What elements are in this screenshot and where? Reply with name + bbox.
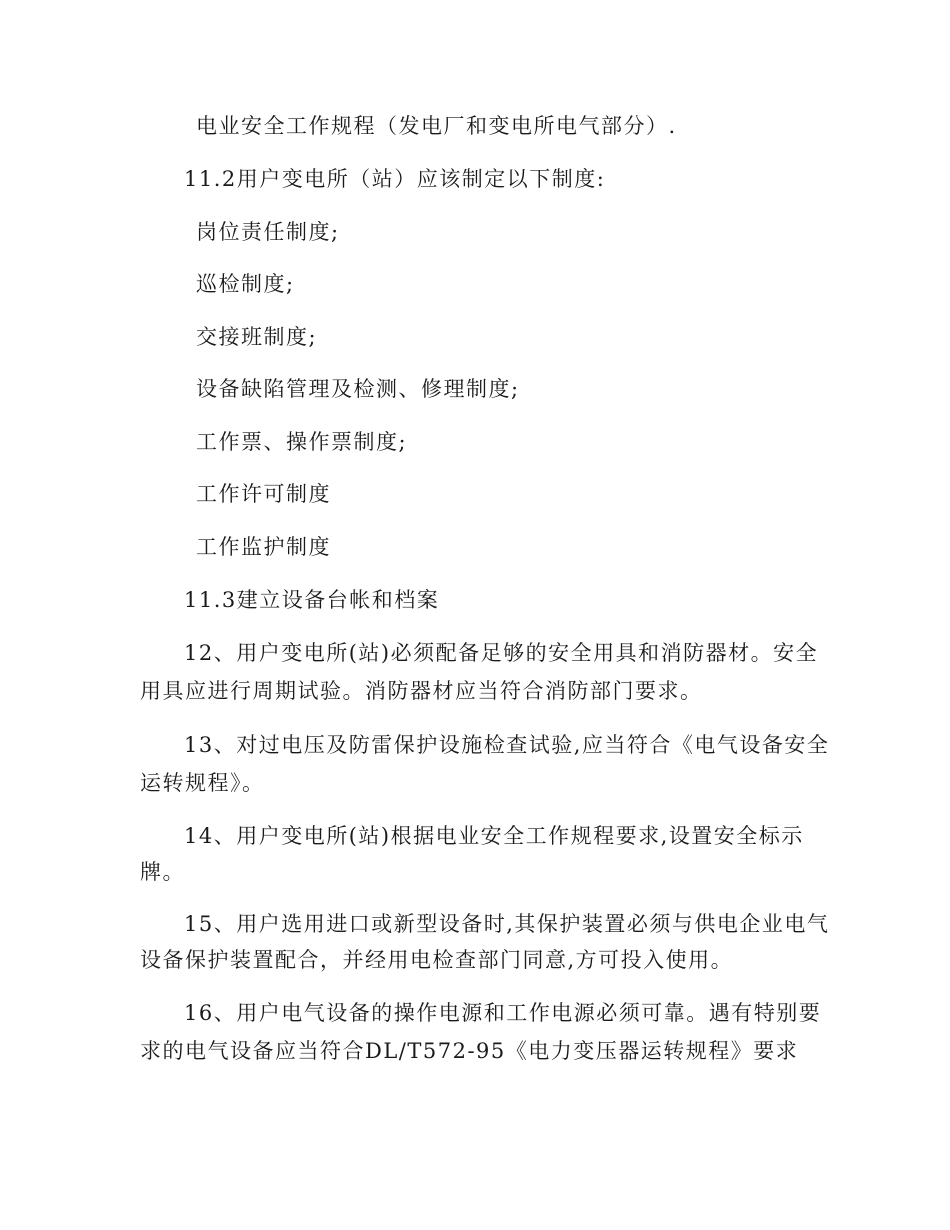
list-item: 巡检制度; <box>196 272 295 296</box>
section-heading: 11.2用户变电所（站）应该制定以下制度: <box>184 167 606 191</box>
list-item: 工作监护制度 <box>196 535 331 559</box>
paragraph-13-line-1: 13、对过电压及防雷保护设施检查试验,应当符合《电气设备安全 <box>184 733 830 757</box>
section-heading: 11.3建立设备台帐和档案 <box>184 588 440 612</box>
paragraph-13-line-2: 运转规程》。 <box>140 771 265 795</box>
text-line: 电业安全工作规程（发电厂和变电所电气部分）. <box>196 114 677 138</box>
list-item: 交接班制度; <box>196 325 318 349</box>
list-item: 岗位责任制度; <box>196 220 340 244</box>
paragraph-12-line-1: 12、用户变电所(站)必须配备足够的安全用具和消防器材。安全 <box>184 641 819 665</box>
paragraph-15-line-1: 15、用户选用进口或新型设备时,其保护装置必须与供电企业电气 <box>184 912 830 936</box>
paragraph-12-line-2: 用具应进行周期试验。消防器材应当符合消防部门要求。 <box>140 679 703 703</box>
list-item: 设备缺陷管理及检测、修理制度; <box>196 377 520 401</box>
list-item: 工作许可制度 <box>196 482 331 506</box>
paragraph-14-line-1: 14、用户变电所(站)根据电业安全工作规程要求,设置安全标示 <box>184 824 804 848</box>
paragraph-16-line-2: 求的电气设备应当符合DL/T572-95《电力变压器运转规程》要求 <box>140 1039 799 1063</box>
paragraph-15-line-2: 设备保护装置配合，并经用电检查部门同意,方可投入使用。 <box>140 948 734 972</box>
paragraph-14-line-2: 牌。 <box>140 860 185 884</box>
paragraph-16-line-1: 16、用户电气设备的操作电源和工作电源必须可靠。遇有特别要 <box>184 1001 822 1025</box>
list-item: 工作票、操作票制度; <box>196 430 408 454</box>
